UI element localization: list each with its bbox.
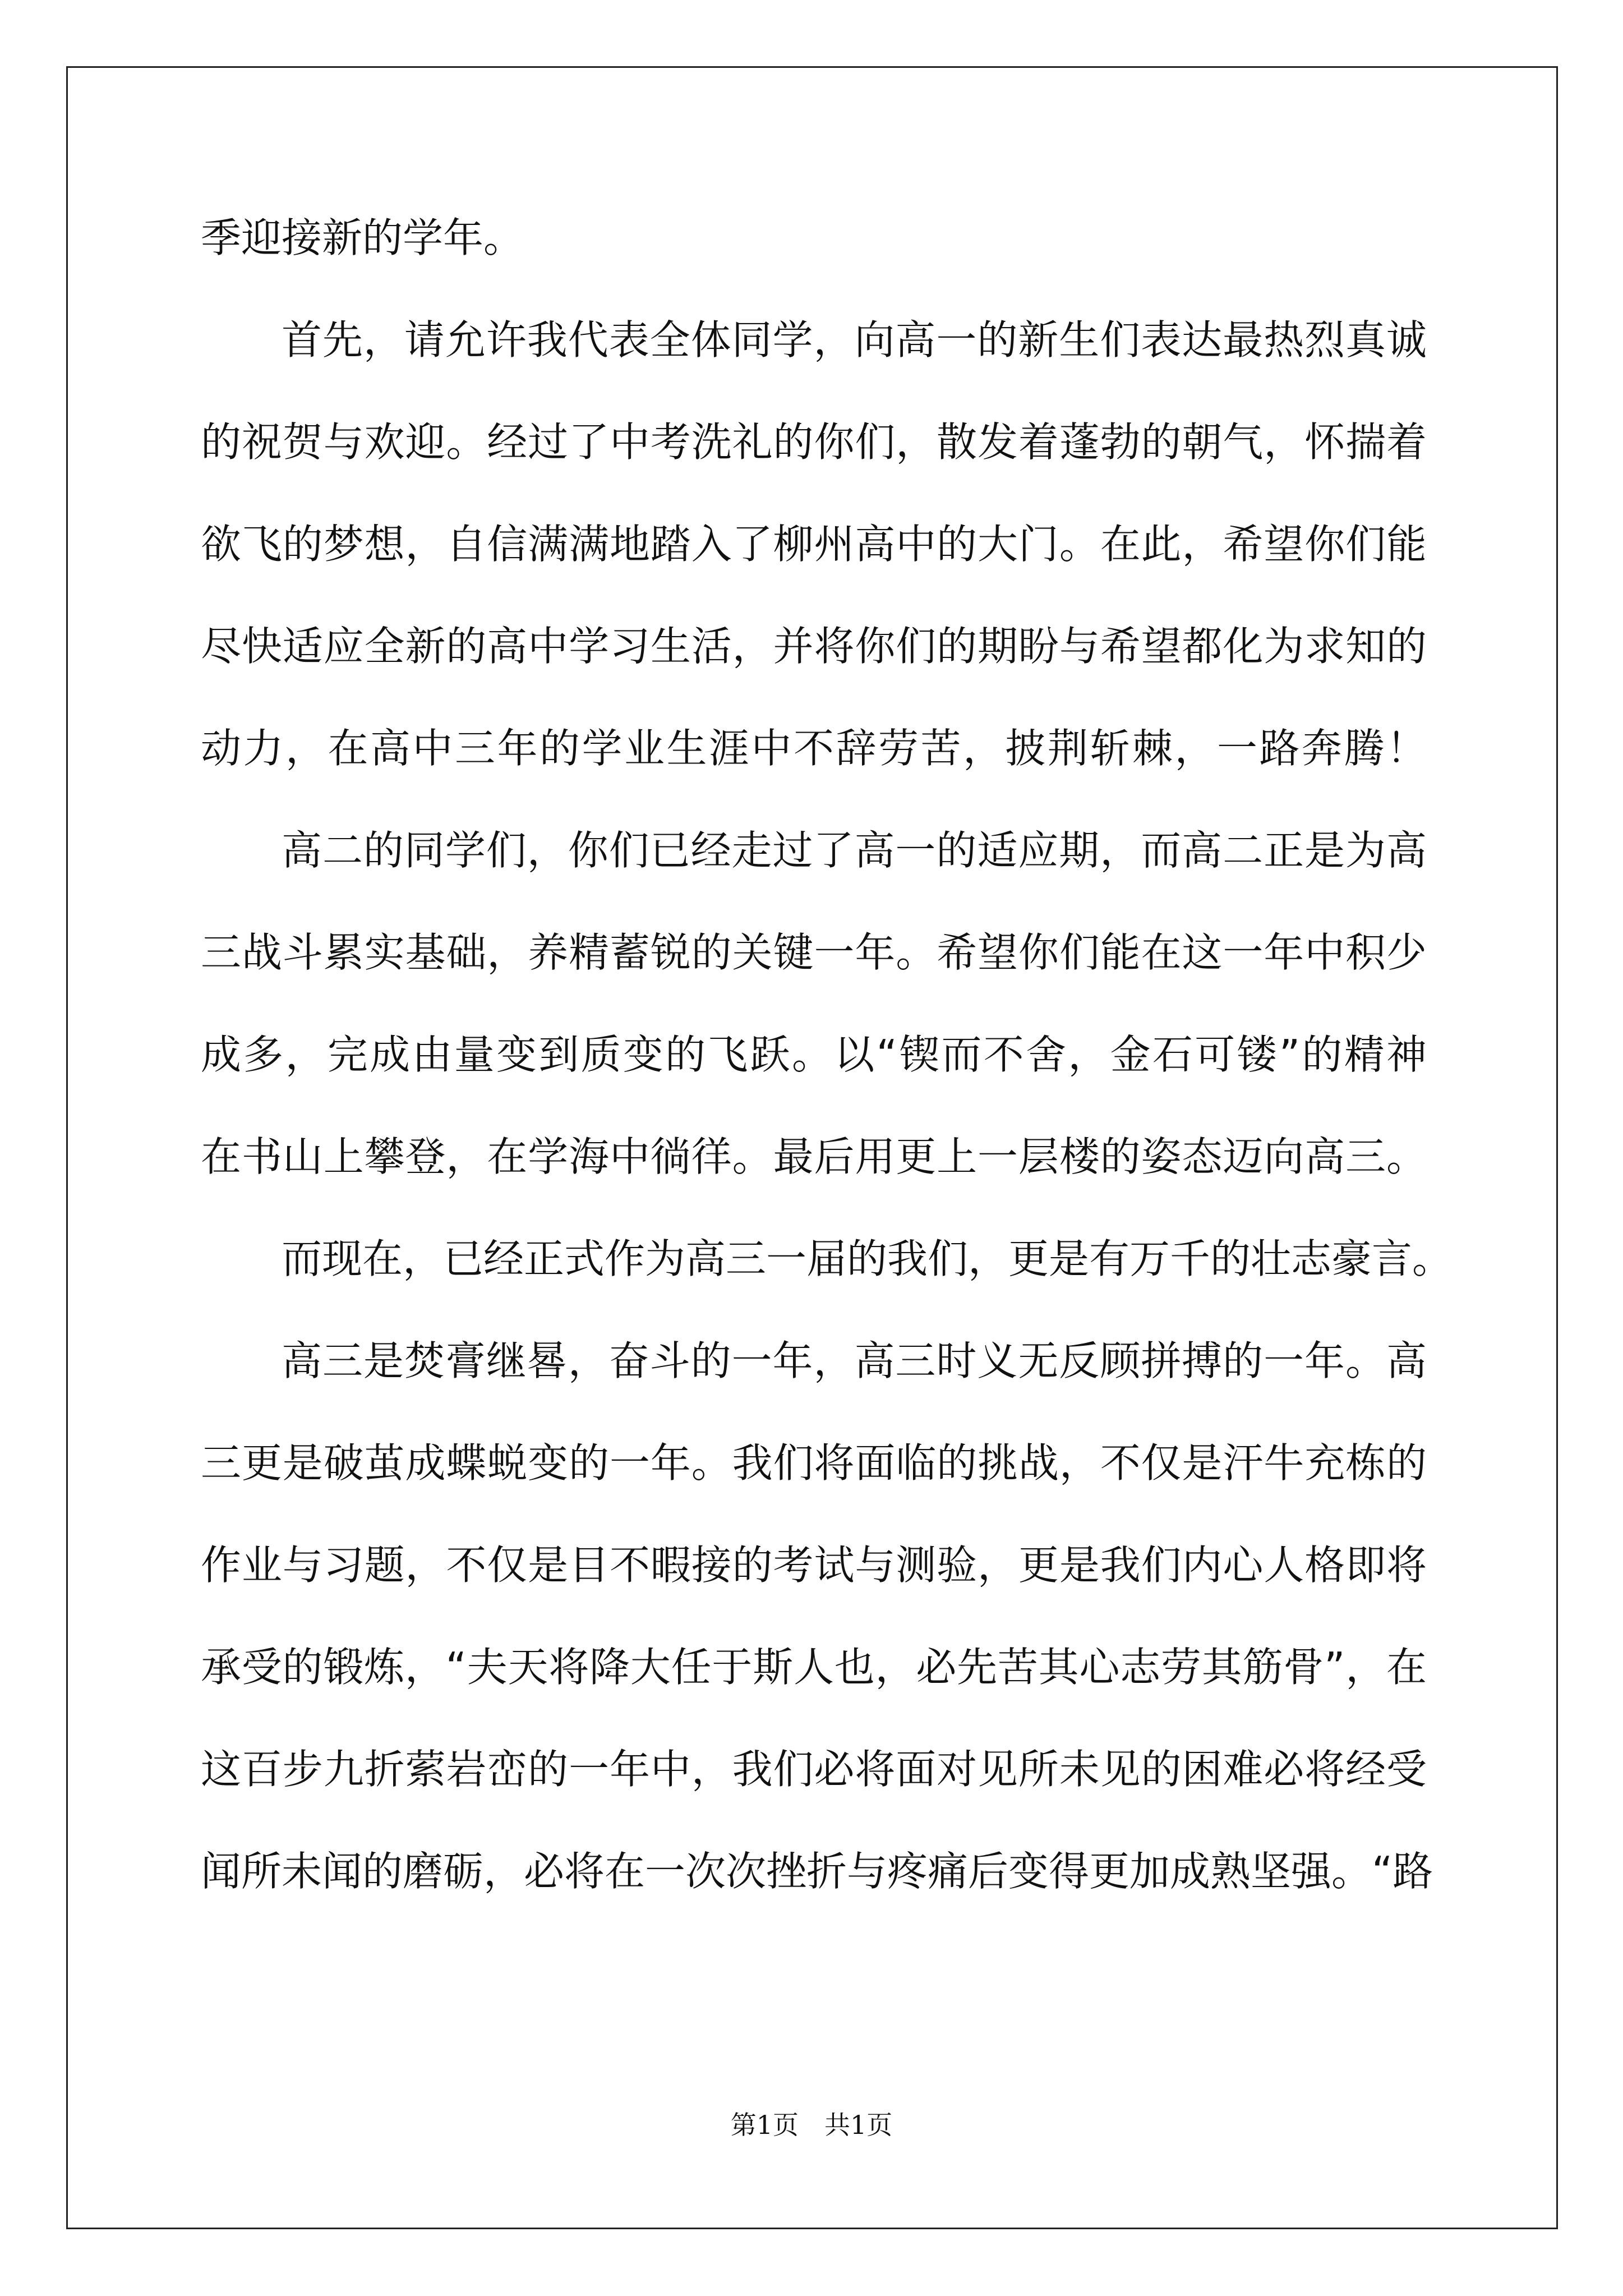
text-line: 这百步九折萦岩峦的一年中，我们必将面对见所未见的困难必将经受: [201, 1746, 1427, 1793]
text-line: 季迎接新的学年。: [201, 214, 524, 261]
text-line: 闻所未闻的磨砺，必将在一次次挫折与疼痛后变得更加成熟坚强。“路: [201, 1848, 1433, 1895]
text-line: 承受的锻炼，“夫天将降大任于斯人也，必先苦其心志劳其筋骨”，在: [201, 1644, 1427, 1691]
text-line: 高二的同学们，你们已经走过了高一的适应期，而高二正是为高: [282, 827, 1427, 874]
text-line: 三战斗累实基础，养精蓄锐的关键一年。希望你们能在这一年中积少: [201, 929, 1427, 976]
text-line: 的祝贺与欢迎。经过了中考洗礼的你们，散发着蓬勃的朝气，怀揣着: [201, 418, 1427, 466]
text-line: 而现在，已经正式作为高三一届的我们，更是有万千的壮志豪言。: [282, 1235, 1453, 1282]
text-line: 首先，请允许我代表全体同学，向高一的新生们表达最热烈真诚: [282, 316, 1427, 364]
page-number: 第1页 共1页: [730, 2110, 893, 2140]
text-line: 欲飞的梦想，自信满满地踏入了柳州高中的大门。在此，希望你们能: [201, 521, 1427, 568]
text-line: 动力，在高中三年的学业生涯中不辞劳苦，披荆斩棘，一路奔腾！: [201, 725, 1427, 772]
text-line: 高三是焚膏继晷，奋斗的一年，高三时义无反顾拼搏的一年。高: [282, 1337, 1427, 1384]
text-line: 在书山上攀登，在学海中徜徉。最后用更上一层楼的姿态迈向高三。: [201, 1133, 1427, 1180]
text-line: 三更是破茧成蝶蜕变的一年。我们将面临的挑战，不仅是汗牛充栋的: [201, 1439, 1427, 1487]
text-line: 作业与习题，不仅是目不暇接的考试与测验，更是我们内心人格即将: [201, 1542, 1427, 1589]
text-line: 成多，完成由量变到质变的飞跃。以“锲而不舍，金石可镂”的精神: [201, 1031, 1427, 1078]
text-line: 尽快适应全新的高中学习生活，并将你们的期盼与希望都化为求知的: [201, 623, 1427, 670]
